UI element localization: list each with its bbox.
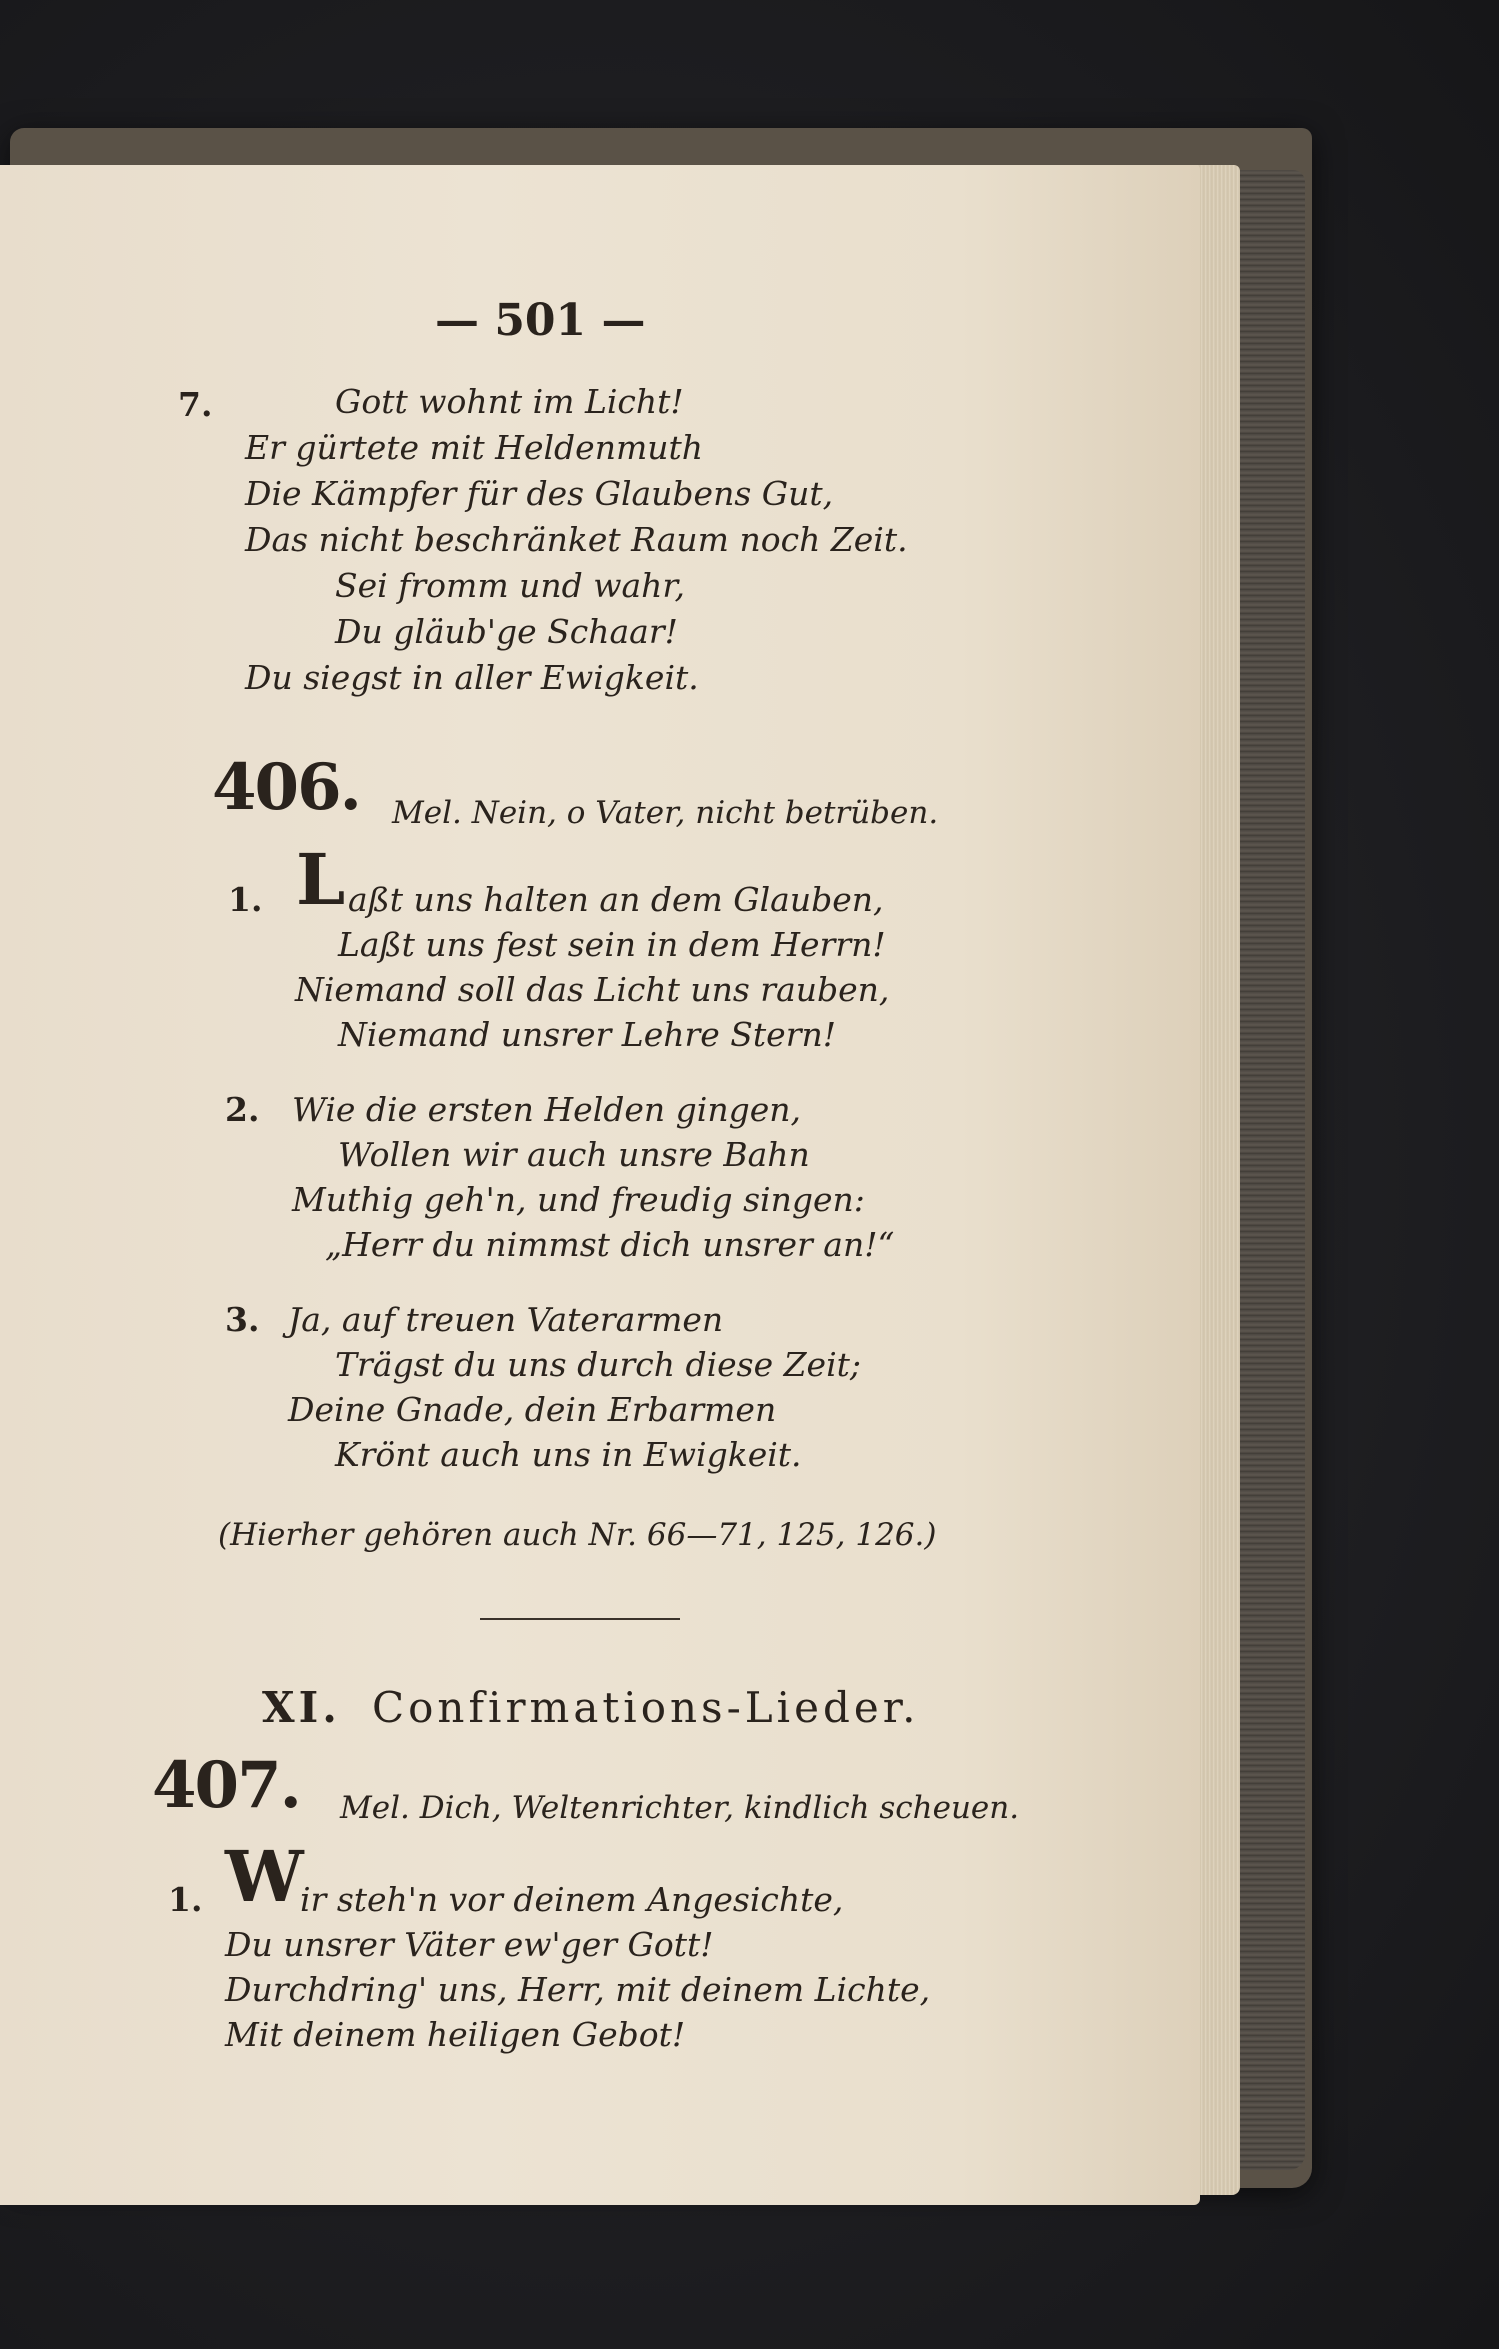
verse-line: Laßt uns fest sein in dem Herrn! <box>338 925 886 964</box>
hymn-number: 407. <box>152 1748 300 1823</box>
melody-line: Mel. Dich, Weltenrichter, kindlich scheuen. <box>340 1790 1020 1826</box>
verse-line: Du gläub'ge Schaar! <box>335 612 678 651</box>
verse-line: Durchdring' uns, Herr, mit deinem Lichte, <box>225 1970 931 2009</box>
verse-line: „Herr du nimmst dich unsrer an!“ <box>325 1225 895 1264</box>
verse-line: Wie die ersten Helden gingen, <box>292 1090 801 1129</box>
stanza-number: 1. <box>228 880 263 919</box>
cross-reference-note: (Hierher gehören auch Nr. 66—71, 125, 126.) <box>218 1517 937 1553</box>
verse-line: Trägst du uns durch diese Zeit; <box>335 1345 862 1384</box>
section-numeral: XI. <box>262 1683 341 1732</box>
verse-line: ir steh'n vor deinem Angesichte, <box>300 1880 844 1919</box>
drop-initial: L <box>296 838 346 921</box>
verse-line: Niemand soll das Licht uns rauben, <box>295 970 890 1009</box>
verse-line: Das nicht beschränket Raum noch Zeit. <box>245 520 908 559</box>
hymn-number: 406. <box>212 750 360 825</box>
section-title: Confirmations-Lieder. <box>372 1683 920 1732</box>
verse-line: Wollen wir auch unsre Bahn <box>338 1135 810 1174</box>
page-number: — 501 — <box>435 295 646 346</box>
verse-line: Du unsrer Väter ew'ger Gott! <box>225 1925 714 1964</box>
verse-line: Die Kämpfer für des Glaubens Gut, <box>245 474 834 513</box>
stanza-number: 2. <box>225 1090 260 1129</box>
verse-line: Krönt auch uns in Ewigkeit. <box>335 1435 802 1474</box>
drop-initial: W <box>225 1835 304 1918</box>
stanza-number: 7. <box>178 385 213 424</box>
divider <box>480 1618 680 1620</box>
verse-line: Du siegst in aller Ewigkeit. <box>245 658 699 697</box>
verse-line: aßt uns halten an dem Glauben, <box>348 880 884 919</box>
stanza-number: 1. <box>168 1880 203 1919</box>
verse-line: Er gürtete mit Heldenmuth <box>245 428 704 467</box>
stanza-number: 3. <box>225 1300 260 1339</box>
verse-line: Deine Gnade, dein Erbarmen <box>288 1390 777 1429</box>
verse-line: Muthig geh'n, und freudig singen: <box>292 1180 865 1219</box>
verse-line: Mit deinem heiligen Gebot! <box>225 2015 686 2054</box>
verse-line: Ja, auf treuen Vaterarmen <box>288 1300 724 1339</box>
verse-line: Niemand unsrer Lehre Stern! <box>338 1015 836 1054</box>
melody-line: Mel. Nein, o Vater, nicht betrüben. <box>392 795 939 831</box>
verse-line: Gott wohnt im Licht! <box>335 382 684 421</box>
verse-line: Sei fromm und wahr, <box>335 566 686 605</box>
